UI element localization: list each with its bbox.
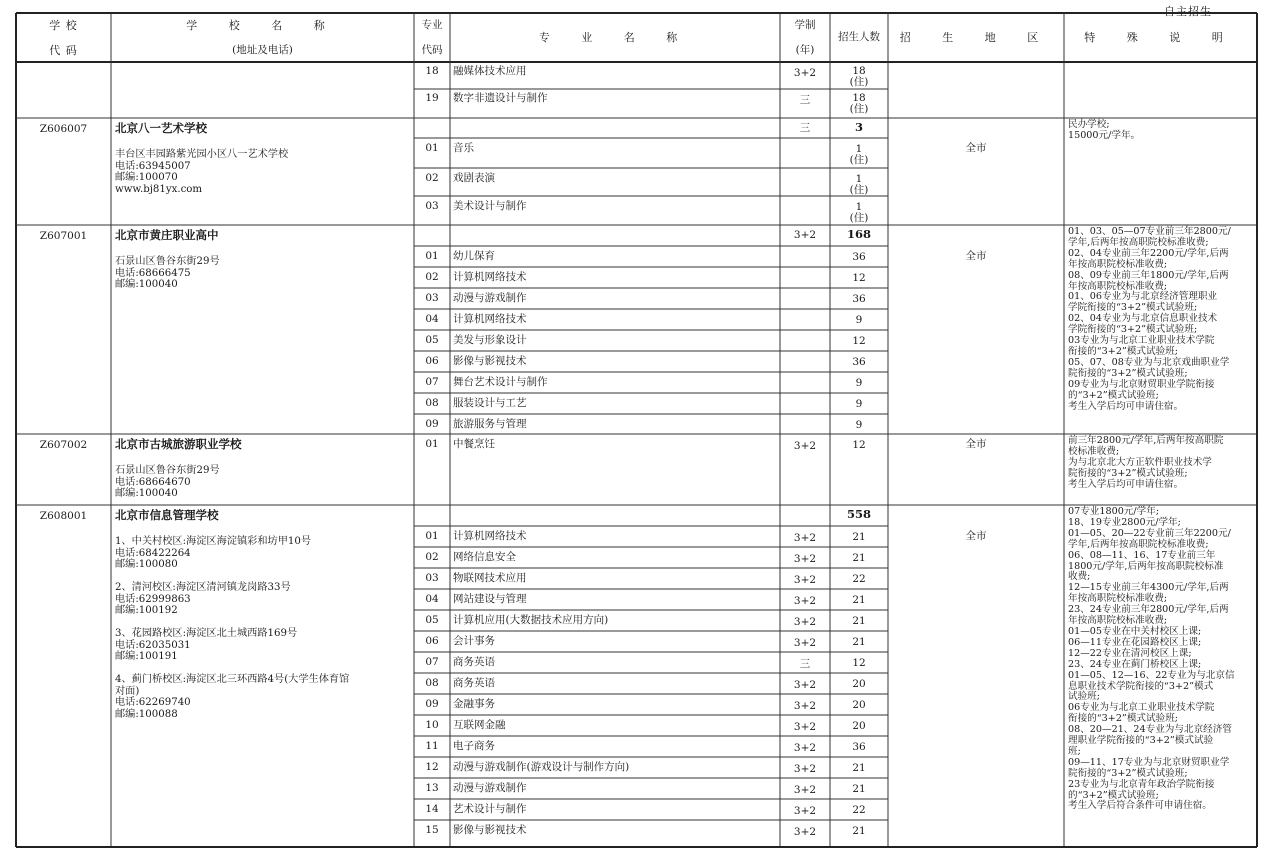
major-code: 09	[425, 698, 439, 710]
enrollment-count: 21	[852, 594, 866, 606]
enrollment-number: 18	[852, 92, 866, 104]
school-code: Z607002	[39, 439, 88, 451]
major-code: 04	[425, 593, 439, 605]
school-total-enrollment: 3	[854, 120, 863, 134]
major-name: 电子商务	[453, 740, 495, 752]
major-code: 07	[425, 376, 439, 388]
major-code: 14	[425, 803, 439, 815]
major-name: 计算机应用(大数据技术应用方向)	[453, 614, 609, 626]
major-duration: 三	[799, 94, 811, 106]
enrollment-region: 全市	[965, 142, 987, 154]
major-code: 19	[425, 92, 439, 104]
major-name: 美发与形象设计	[453, 334, 527, 346]
corner-label: 自主招生	[1164, 5, 1212, 18]
major-code: 02	[425, 551, 439, 563]
header-major-code: 专业	[421, 19, 443, 31]
major-name: 戏剧表演	[453, 172, 495, 184]
major-code: 18	[425, 65, 439, 77]
header-duration-sub: (年)	[795, 44, 815, 56]
header-school-name-sub: (地址及电话)	[232, 44, 293, 56]
major-duration: 3+2	[793, 440, 817, 452]
major-name: 计算机网络技术	[453, 313, 527, 325]
major-code: 09	[425, 418, 439, 430]
major-code: 05	[425, 334, 439, 346]
major-duration: 三	[799, 658, 811, 670]
major-duration: 3+2	[793, 763, 817, 775]
major-duration: 3+2	[793, 679, 817, 691]
enrollment-count	[830, 66, 888, 87]
enrollment-count: 12	[852, 272, 866, 284]
enrollment-count: 9	[855, 398, 863, 410]
enrollment-count: 9	[855, 419, 863, 431]
major-name: 舞台艺术设计与制作	[453, 376, 548, 388]
enrollment-count	[830, 93, 888, 114]
major-duration: 3+2	[793, 721, 817, 733]
enrollment-number: 1	[855, 143, 863, 155]
boarding-note: (住)	[849, 102, 869, 115]
major-code: 01	[425, 530, 439, 542]
major-code: 07	[425, 656, 439, 668]
major-code: 08	[425, 397, 439, 409]
major-name: 融媒体技术应用	[453, 65, 527, 77]
major-duration: 3+2	[793, 574, 817, 586]
major-duration: 3+2	[793, 532, 817, 544]
school-duration: 三	[799, 122, 811, 134]
major-code: 01	[425, 142, 439, 154]
major-code: 08	[425, 677, 439, 689]
major-name: 计算机网络技术	[453, 271, 527, 283]
major-name: 商务英语	[453, 656, 495, 668]
major-name: 数字非遗设计与制作	[453, 92, 548, 104]
enrollment-count: 21	[852, 636, 866, 648]
school-code: Z607001	[39, 230, 88, 242]
enrollment-count: 20	[852, 699, 866, 711]
school-address: 1、中关村校区:海淀区海淀镇彩和坊甲10号 电话:68422264 邮编:100080 2、清河校区:海淀区清河镇龙岗路33号 电话:62999863 邮编:100192 3、花园路校区:海淀区北土城西路169号 电话:62035031 邮编:100191 4、蓟门桥校区:海淀区北三环西路4号(大学生体育馆 对面) 电话:62269740 邮编:100088	[115, 536, 350, 720]
major-name: 物联网技术应用	[453, 572, 527, 584]
school-name: 北京八一艺术学校	[115, 121, 207, 135]
special-notes: 01、03、05—07专业前三年2800元/ 学年,后两年按高职院校标准收费; 02、04专业前三年2200元/学年,后两 年按高职院校标准收费; 08、09专业前三年1800元/学年,后两 年按高职院校标准收费; 01、06专业为与北京经济管理职业 学院衔接的“3+2”模式试验班; 02、04专业为与北京信息职业技术 学院衔接的“3+2”模式试验班; 03专业为与北京工业职业技术学院 衔接的“3+2”模式试验班; 05、07、08专业为与北京戏曲职业学 院衔接的“3+2”模式试验班; 09专业为与北京财贸职业学院衔接 的“3+2”模式试验班; 考生入学后均可申请住宿。	[1068, 226, 1231, 412]
enrollment-count: 21	[852, 531, 866, 543]
major-name: 网络信息安全	[453, 551, 516, 563]
school-total-enrollment: 558	[846, 507, 871, 521]
boarding-note: (住)	[849, 183, 869, 196]
special-notes: 07专业1800元/学年; 18、19专业2800元/学年; 01—05、20—22专业前三年2200元/ 学年,后两年按高职院校标准收费; 06、08—11、16、17专业前三年 1800元/学年,后两年按高职院校标准 收费; 12—15专业前三年4300元/学年,后两 年按高职院校标准收费; 23、24专业前三年2800元/学年,后两 年按高职院校标准收费; 01—05专业在中关村校区上课; 06—11专业在花园路校区上课; 12—22专业在清河校区上课; 23、24专业在蓟门桥校区上课; 01—05、12—16、22专业为与北京信 息职业技术学院衔接的“3+2”模式 试验班; 06专业为与北京工业职业技术学院 衔接的“3+2”模式试验班; 08、20—21、24专业为与北京经济管 理职业学院衔接的“3+2”模式试验 班; 09—11、17专业为与北京财贸职业学 院衔接的“3+2”模式试验班; 23专业为与北京青年政治学院衔接 的“3+2”模式试验班; 考生入学后符合条件可申请住宿。	[1068, 506, 1235, 812]
boarding-note: (住)	[849, 153, 869, 166]
major-name: 旅游服务与管理	[453, 418, 527, 430]
major-code: 15	[425, 824, 439, 836]
major-duration: 3+2	[793, 784, 817, 796]
school-address: 石景山区鲁谷东街29号 电话:68666475 邮编:100040	[115, 256, 220, 290]
major-name: 互联网金融	[453, 719, 506, 731]
major-code: 03	[425, 200, 439, 212]
header-school-name: 学 校 名 称	[186, 19, 339, 32]
enrollment-region: 全市	[965, 530, 987, 542]
major-duration: 3+2	[793, 637, 817, 649]
school-name: 北京市古城旅游职业学校	[115, 437, 242, 451]
major-code: 01	[425, 250, 439, 262]
header-school-code-sub: 代 码	[49, 44, 78, 57]
major-code: 02	[425, 271, 439, 283]
boarding-note: (住)	[849, 211, 869, 224]
major-duration: 3+2	[793, 700, 817, 712]
school-address: 丰台区丰园路紫光园小区八一艺术学校 电话:63945007 邮编:100070 www.bj81yx.com	[115, 149, 289, 195]
major-code: 03	[425, 572, 439, 584]
enrollment-count: 20	[852, 678, 866, 690]
school-code: Z608001	[39, 510, 88, 522]
enrollment-number: 1	[855, 173, 863, 185]
enrollment-count: 20	[852, 720, 866, 732]
enrollment-count	[830, 144, 888, 165]
major-name: 会计事务	[453, 635, 495, 647]
major-name: 动漫与游戏制作	[453, 292, 527, 304]
enrollment-count: 12	[852, 439, 866, 451]
major-name: 动漫与游戏制作(游戏设计与制作方向)	[453, 761, 630, 773]
enrollment-number: 1	[855, 201, 863, 213]
enrollment-count: 22	[852, 573, 866, 585]
enrollment-count: 12	[852, 657, 866, 669]
enrollment-count: 36	[852, 356, 866, 368]
major-duration: 3+2	[793, 67, 817, 79]
enrollment-count: 12	[852, 335, 866, 347]
enrollment-count: 36	[852, 251, 866, 263]
special-notes: 前三年2800元/学年,后两年按高职院 校标准收费; 为与北京北大方正软件职业技术学 院衔接的“3+2”模式试验班; 考生入学后均可申请住宿。	[1068, 435, 1224, 490]
header-region: 招 生 地 区	[899, 31, 1053, 44]
major-name: 中餐烹饪	[453, 438, 495, 450]
major-name: 计算机网络技术	[453, 530, 527, 542]
major-code: 02	[425, 172, 439, 184]
major-duration: 3+2	[793, 742, 817, 754]
school-name: 北京市黄庄职业高中	[115, 228, 219, 242]
header-duration: 学制	[794, 19, 816, 31]
header-notes: 特 殊 说 明	[1084, 31, 1237, 44]
header-school-code: 学 校	[49, 19, 78, 32]
major-code: 11	[425, 740, 439, 752]
enrollment-count: 21	[852, 825, 866, 837]
major-name: 影像与影视技术	[453, 824, 527, 836]
major-name: 网站建设与管理	[453, 593, 527, 605]
enrollment-count	[830, 202, 888, 223]
header-enrollment: 招生人数	[838, 31, 880, 43]
major-name: 影像与影视技术	[453, 355, 527, 367]
enrollment-count	[830, 174, 888, 195]
enrollment-region: 全市	[965, 438, 987, 450]
enrollment-count: 21	[852, 783, 866, 795]
school-name: 北京市信息管理学校	[115, 508, 219, 522]
enrollment-count: 36	[852, 293, 866, 305]
major-code: 06	[425, 355, 439, 367]
major-duration: 3+2	[793, 616, 817, 628]
major-code: 01	[425, 438, 439, 450]
major-code: 04	[425, 313, 439, 325]
major-code: 06	[425, 635, 439, 647]
major-duration: 3+2	[793, 805, 817, 817]
major-name: 动漫与游戏制作	[453, 782, 527, 794]
header-major-name: 专 业 名 称	[538, 31, 692, 44]
enrollment-count: 36	[852, 741, 866, 753]
enrollment-count: 9	[855, 314, 863, 326]
major-name: 艺术设计与制作	[453, 803, 527, 815]
major-name: 幼儿保育	[453, 250, 495, 262]
major-name: 音乐	[453, 142, 474, 154]
enrollment-count: 21	[852, 762, 866, 774]
major-duration: 3+2	[793, 595, 817, 607]
enrollment-region: 全市	[965, 250, 987, 262]
school-code: Z606007	[39, 123, 88, 135]
school-duration: 3+2	[793, 229, 817, 241]
major-duration: 3+2	[793, 826, 817, 838]
major-name: 美术设计与制作	[453, 200, 527, 212]
major-duration: 3+2	[793, 553, 817, 565]
enrollment-number: 18	[852, 65, 866, 77]
enrollment-count: 9	[855, 377, 863, 389]
major-code: 05	[425, 614, 439, 626]
special-notes: 民办学校; 15000元/学年。	[1068, 119, 1141, 141]
enrollment-count: 21	[852, 552, 866, 564]
major-code: 13	[425, 782, 439, 794]
school-total-enrollment: 168	[846, 227, 871, 241]
school-address: 石景山区鲁谷东街29号 电话:68664670 邮编:100040	[115, 465, 220, 499]
major-code: 10	[425, 719, 439, 731]
enrollment-count: 21	[852, 615, 866, 627]
major-code: 03	[425, 292, 439, 304]
header-major-code-sub: 代码	[421, 44, 443, 56]
enrollment-count: 22	[852, 804, 866, 816]
boarding-note: (住)	[849, 75, 869, 88]
major-name: 服装设计与工艺	[453, 397, 527, 409]
major-code: 12	[425, 761, 439, 773]
major-name: 金融事务	[453, 698, 495, 710]
major-name: 商务英语	[453, 677, 495, 689]
